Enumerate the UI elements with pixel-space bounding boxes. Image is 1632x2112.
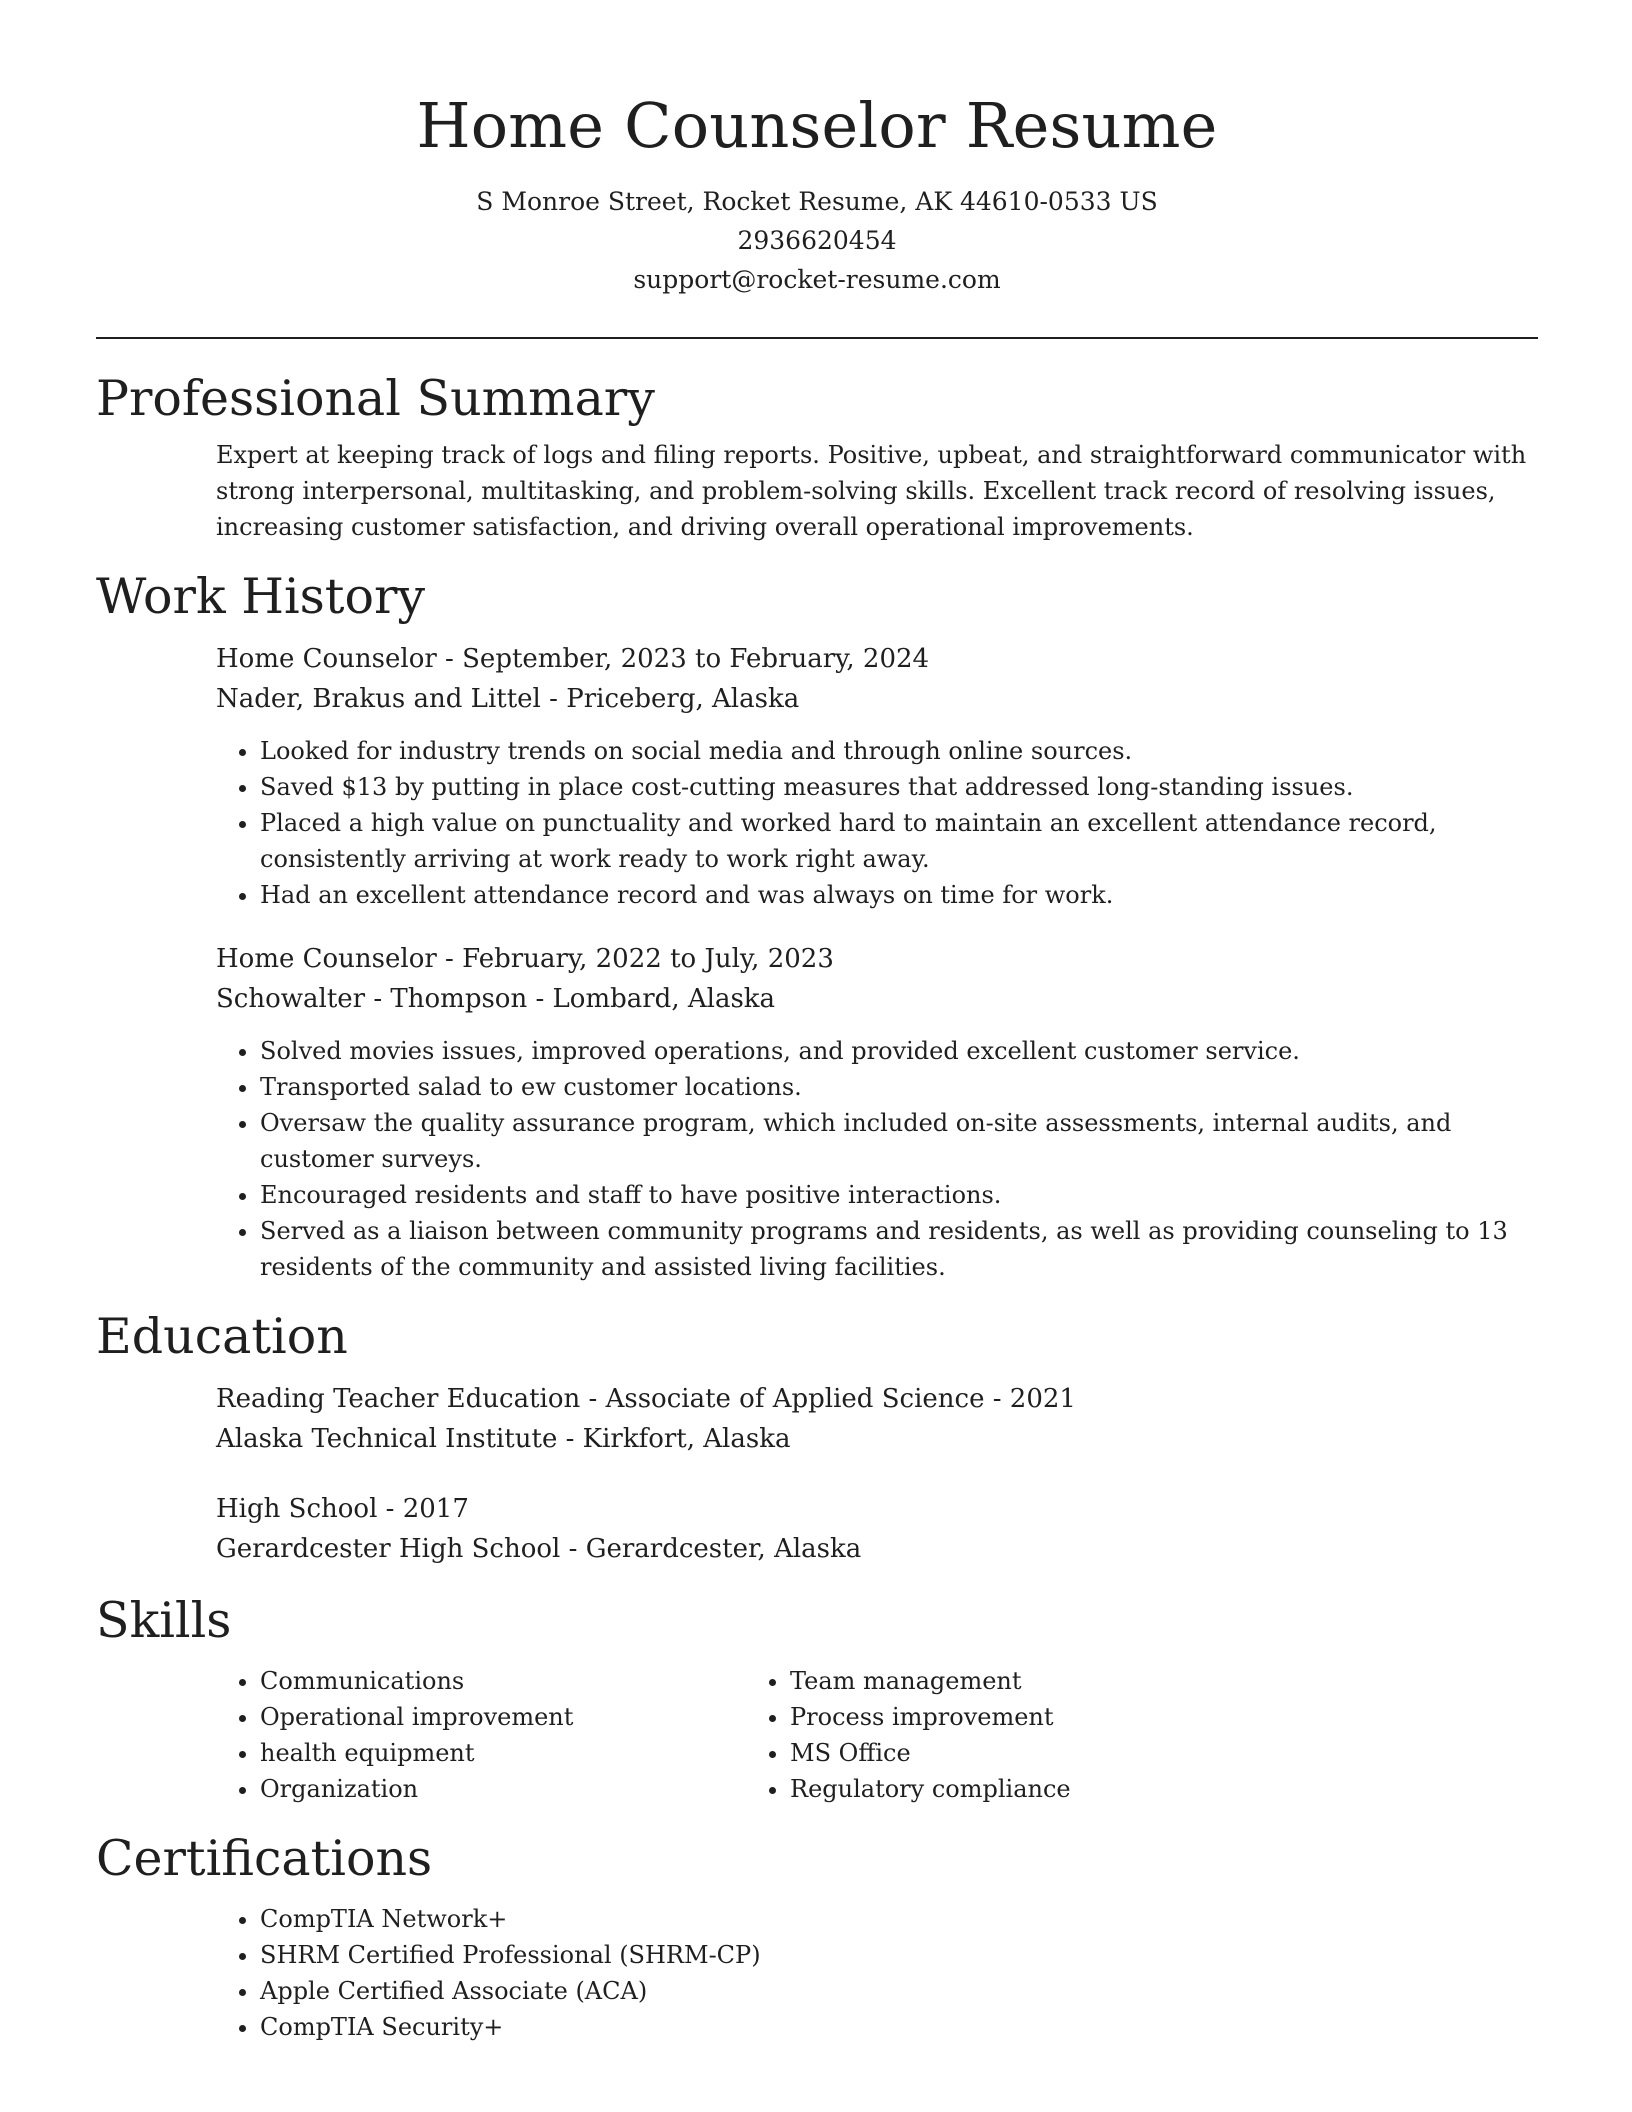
education-school: Gerardcester High School (216, 1534, 561, 1564)
education-school-line (216, 1529, 1538, 1569)
education-heading: Education (96, 1308, 348, 1365)
job-bullet: • Looked for industry trends on social media and through online sources. (260, 733, 1538, 769)
skill-item: • Regulatory compliance (790, 1771, 1396, 1807)
skills-column-left (96, 1663, 746, 1807)
job-title-line (216, 639, 1538, 679)
job-bullet: • Saved $13 by putting in place cost-cutting measures that addressed long-standing issues. (260, 769, 1538, 805)
separator: - (436, 944, 463, 974)
education-school: Alaska Technical Institute (216, 1424, 558, 1454)
certifications-heading: Certifications (96, 1830, 433, 1887)
resume-page (96, 0, 1538, 2112)
job-bullets (96, 1033, 1538, 1285)
skills-heading: Skills (96, 1592, 232, 1649)
skills-list-left (96, 1663, 746, 1807)
certification-item: • CompTIA Network+ (260, 1901, 1538, 1937)
job-entry (96, 939, 1538, 1285)
job-location: Lombard, Alaska (552, 984, 776, 1014)
job-company-line (216, 979, 1538, 1019)
education-school-line (216, 1419, 1538, 1459)
skill-item: • Organization (260, 1771, 746, 1807)
education-entry (216, 1379, 1538, 1459)
summary-text: Expert at keeping track of logs and filing reports. Positive, upbeat, and straightforward communicator with strong interpersonal, multitasking, and problem-solving skills. Excellent track record of resolving issues, increasing customer satisfaction, and driving overall operational improvements. (216, 441, 1527, 541)
separator: - (557, 1424, 583, 1454)
resume-title: Home Counselor Resume (416, 89, 1218, 162)
separator: - (527, 984, 553, 1014)
job-company: Nader, Brakus and Littel (216, 684, 541, 714)
job-dates: September, 2023 to February, 2024 (462, 644, 930, 674)
job-title: Home Counselor (216, 944, 437, 974)
education-degree-line: Reading Teacher Education - Associate of Applied Science - 2021 (216, 1384, 1076, 1414)
job-bullet: • Served as a liaison between community programs and residents, as well as providing counseling to 13 residents of the community and assisted living facilities. (260, 1213, 1538, 1285)
education-section (96, 1307, 1538, 1569)
job-dates: February, 2022 to July, 2023 (462, 944, 834, 974)
job-entry (96, 639, 1538, 913)
work-history-section (96, 567, 1538, 1285)
skill-item: • Team management (790, 1663, 1396, 1699)
summary-section (96, 369, 1538, 545)
job-bullet: • Transported salad to ew customer locations. (260, 1069, 1538, 1105)
skill-item: • Operational improvement (260, 1699, 746, 1735)
job-title: Home Counselor (216, 644, 437, 674)
skills-list-right (746, 1663, 1396, 1807)
job-bullets (96, 733, 1538, 913)
skills-grid (96, 1663, 1538, 1807)
contact-block (96, 182, 1538, 299)
certifications-list (96, 1901, 1538, 2045)
education-entry (216, 1489, 1538, 1569)
contact-email: support@rocket-resume.com (633, 265, 1001, 294)
education-location: Kirkfort, Alaska (582, 1424, 791, 1454)
resume-header (96, 0, 1538, 299)
skill-item: • health equipment (260, 1735, 746, 1771)
certification-item: • Apple Certified Associate (ACA) (260, 1973, 1538, 2009)
contact-phone: 2936620454 (737, 226, 897, 255)
job-company: Schowalter - Thompson (216, 984, 528, 1014)
certification-item: • SHRM Certified Professional (SHRM-CP) (260, 1937, 1538, 1973)
job-bullet: • Encouraged residents and staff to have positive interactions. (260, 1177, 1538, 1213)
separator: - (560, 1534, 586, 1564)
skills-column-right (746, 1663, 1396, 1807)
skill-item: • Process improvement (790, 1699, 1396, 1735)
summary-heading: Professional Summary (96, 370, 655, 427)
job-bullet: • Placed a high value on punctuality and worked hard to maintain an excellent attendance record, consistently arriving at work ready to work right away. (260, 805, 1538, 877)
job-bullet: • Solved movies issues, improved operations, and provided excellent customer service. (260, 1033, 1538, 1069)
job-company-line (216, 679, 1538, 719)
job-bullet: • Oversaw the quality assurance program, which included on-site assessments, internal audits, and customer surveys. (260, 1105, 1538, 1177)
job-title-line (216, 939, 1538, 979)
education-location: Gerardcester, Alaska (585, 1534, 862, 1564)
certifications-section (96, 1829, 1538, 2045)
certification-item: • CompTIA Security+ (260, 2009, 1538, 2045)
skills-section (96, 1591, 1538, 1807)
contact-address: S Monroe Street, Rocket Resume, AK 44610-0533 US (476, 187, 1158, 216)
job-location: Priceberg, Alaska (566, 684, 800, 714)
separator: - (540, 684, 567, 714)
header-divider (96, 337, 1538, 339)
work-history-heading: Work History (96, 568, 426, 625)
skill-item: • MS Office (790, 1735, 1396, 1771)
separator: - (436, 644, 463, 674)
job-bullet: • Had an excellent attendance record and was always on time for work. (260, 877, 1538, 913)
education-degree-line: High School - 2017 (216, 1494, 469, 1524)
skill-item: • Communications (260, 1663, 746, 1699)
